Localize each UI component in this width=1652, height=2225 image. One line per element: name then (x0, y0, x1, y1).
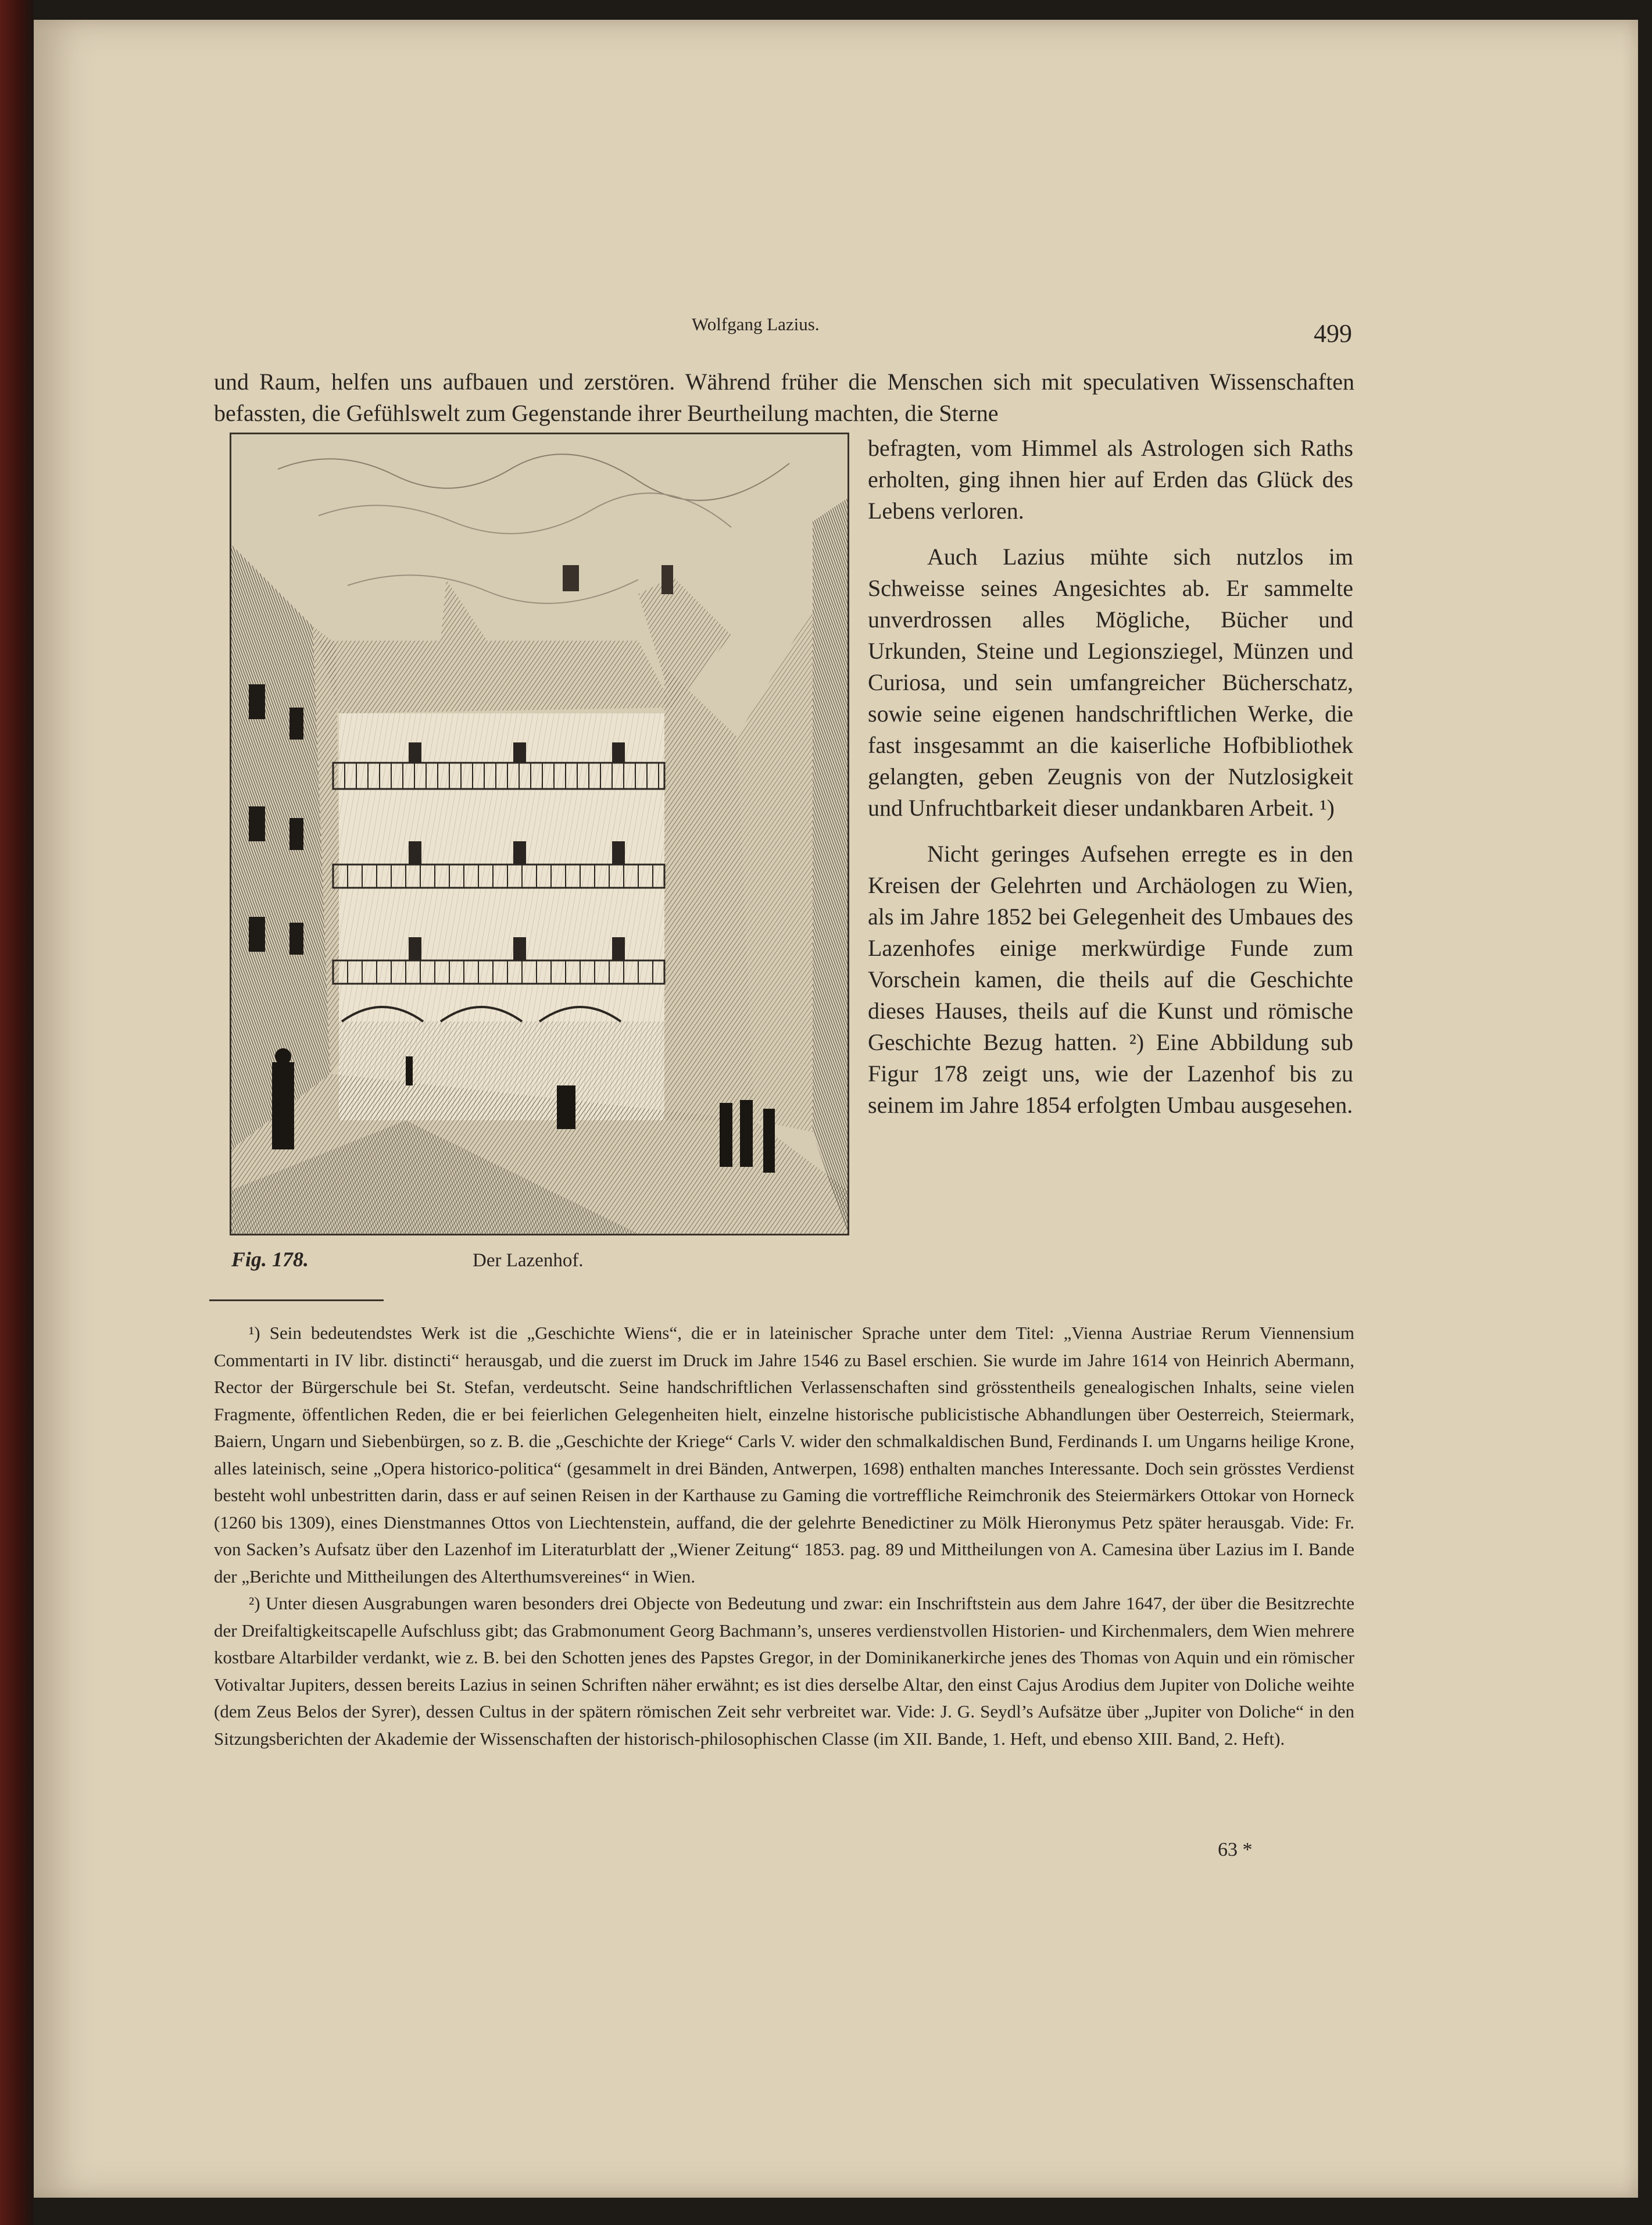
paragraph-findings: Nicht geringes Aufsehen erregte es in den Kreisen der Gelehrten und Archäologen zu Wien, als im Jahre 1852 bei Gelegenheit des Umbaues des Lazenhofes einige merkwürdige Funde zum Vorschein kamen, die theils auf die Geschichte dieses Hauses, theils auf die Kunst und römische Geschichte Bezug hatten. ²) Eine Abbildung sub Figur 178 zeigt uns, wie der Lazenhof bis zu seinem im Jahre 1854 erfolgten Umbau ausgesehen. (868, 841, 1353, 1118)
page-number: 499 (1314, 319, 1352, 348)
footnote-divider (209, 1299, 384, 1301)
book-spine-edge (0, 0, 34, 2225)
paragraph-continuation: befragten, vom Himmel als Astrologen sich Raths erholten, ging ihnen hier auf Erden das Glück des Lebens verloren. (868, 435, 1353, 524)
figure-number: Fig. 178. (231, 1248, 309, 1271)
footnote-2: ²) Unter diesen Ausgrabungen waren besonders drei Objecte von Bedeutung und zwar: ein Inschriftstein aus dem Jahre 1647, der über die Besitzrechte der Dreifaltigkeitscapelle Aufschluss gibt; das Grabmonument Georg Bachmann’s, unseres verdienstvollen Historien- und Kirchenmalers, dem Wien mehrere kostbare Altarbilder verdankt, wie z. B. bei den Schotten jenes des Papstes Gregor, in der Dominikanerkirche jenes des Thomas von Aquin und ein römischer Votivaltar Jupiters, dessen bereits Lazius in seinen Schriften näher erwähnt; es ist dies derselbe Altar, den einst Cajus Arodius dem Jupiter von Doliche weihte (dem Zeus Belos der Syrer), dessen Cultus in der spätern römischen Zeit sehr verbreitet war. Vide: J. G. Seydl’s Aufsätze über „Jupiter von Doliche“ in den Sitzungsberichten der Akademie der Wissenschaften der historisch-philosophischen Classe (im XII. Bande, 1. Heft, und ebenso XIII. Band, 2. Heft). (214, 1593, 1354, 1749)
footnote-1: ¹) Sein bedeutendstes Werk ist die „Geschichte Wiens“, die er in lateinischer Sprache unter dem Titel: „Vienna Austriae Rerum Viennensium Commentarti in IV libr. distincti“ herausgab, und die zuerst im Druck im Jahre 1546 zu Basel erschien. Sie wurde im Jahre 1614 von Heinrich Abermann, Rector der Bürgerschule bei St. Stefan, verdeutscht. Seine handschriftlichen Verlassenschaften sind grösstentheils genealogischen Inhalts, seine vielen Fragmente, öffentlichen Reden, die er bei feierlichen Gelegenheiten hielt, einzelne historische publicistische Abhandlungen über Oesterreich, Steiermark, Baiern, Ungarn und Siebenbürgen, so z. B. die „Geschichte der Kriege“ Carls V. wider den schmalkaldischen Bund, Ferdinands I. um Ungarns heilige Krone, alles lateinisch, seine „Opera historico-politica“ (gesammelt in drei Bänden, Antwerpen, 1698) enthalten manches Interessante. Doch sein grösstes Verdienst besteht wohl unbestritten darin, dass er auf seinen Reisen in der Karthause zu Gaming die vortreffliche Reimchronik des Steiermärkers Ottokar von Horneck (1260 bis 1309), eines Dienstmannes Ottos von Liechtenstein, auffand, die der gelehrte Benedictiner zu Mölk Hieronymus Petz später herausgab. Vide: Fr. von Sacken’s Aufsatz über den Lazenhof im Literaturblatt der „Wiener Zeitung“ 1853. pag. 89 und Mittheilungen von A. Camesina über Lazius im I. Bande der „Berichte und Mittheilungen des Alterthumsvereines“ in Wien. (214, 1323, 1354, 1587)
text-column (868, 433, 1353, 1121)
running-title: Wolfgang Lazius. (692, 314, 820, 334)
paragraph-lazius: Auch Lazius mühte sich nutzlos im Schweisse seines Angesichtes ab. Er sammelte unverdrossen alles Mögliche, Bücher und Urkunden, Steine und Legionsziegel, Münzen und Curiosa, und sein umfangreicher Bücherschatz, sowie seine eigenen handschriftlichen Werke, die fast insgesammt an die kaiserliche Hofbibliothek gelangten, geben Zeugnis von der Nutzlosigkeit und Unfruchtbarkeit dieser undankbaren Arbeit. ¹) (868, 544, 1353, 821)
figure-caption: Der Lazenhof. (473, 1250, 584, 1271)
footnotes (214, 1320, 1354, 1752)
lead-paragraph: und Raum, helfen uns aufbauen und zerstören. Während früher die Menschen sich mit speculativen Wissenschaften befassten, die Gefühlswelt zum Gegenstande ihrer Beurtheilung machten, die Sterne (214, 369, 1354, 426)
courtyard-engraving (231, 434, 848, 1234)
figure-lazenhof-illustration (230, 433, 849, 1235)
signature-mark: 63 * (1218, 1839, 1253, 1860)
